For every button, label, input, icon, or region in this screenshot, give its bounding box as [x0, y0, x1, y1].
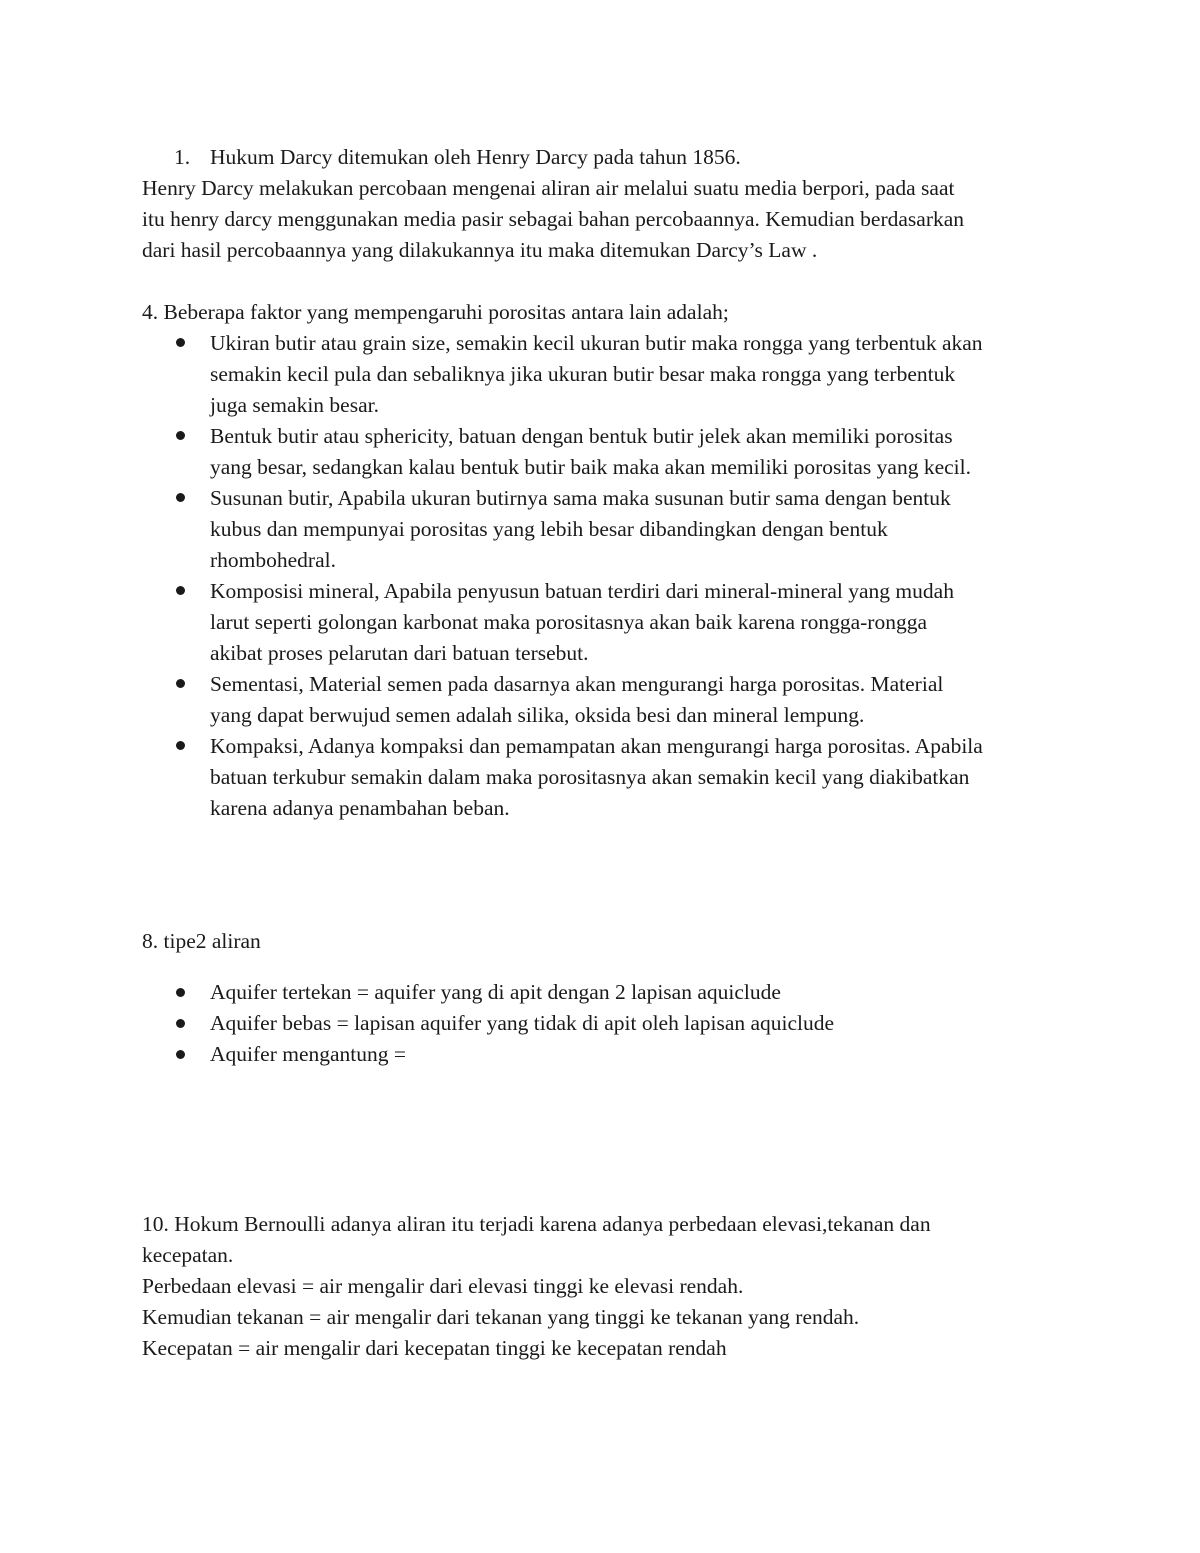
bullet-text-line: yang besar, sedangkan kalau bentuk butir baik maka akan memiliki porositas yang kecil.: [210, 455, 971, 479]
bullet-text-line: Bentuk butir atau sphericity, batuan dengan bentuk butir jelek akan memiliki porositas: [210, 424, 953, 448]
paragraph-line: Perbedaan elevasi = air mengalir dari elevasi tinggi ke elevasi rendah.: [142, 1274, 744, 1298]
paragraph-line: Kecepatan = air mengalir dari kecepatan tinggi ke kecepatan rendah: [142, 1336, 727, 1360]
bullet-text-line: Aquifer tertekan = aquifer yang di apit dengan 2 lapisan aquiclude: [210, 980, 781, 1004]
bullet-text-line: juga semakin besar.: [210, 393, 379, 417]
paragraph-line: 10. Hokum Bernoulli adanya aliran itu terjadi karena adanya perbedaan elevasi,tekanan dan: [142, 1212, 931, 1236]
bullet-icon: [176, 493, 185, 502]
paragraph-line: kecepatan.: [142, 1243, 234, 1267]
bullet-text-line: batuan terkubur semakin dalam maka porositasnya akan semakin kecil yang diakibatkan: [210, 765, 970, 789]
bullet-text-line: Susunan butir, Apabila ukuran butirnya sama maka susunan butir sama dengan bentuk: [210, 486, 951, 510]
paragraph-line: Henry Darcy melakukan percobaan mengenai aliran air melalui suatu media berpori, pada saat: [142, 176, 955, 200]
bullet-text-line: rhombohedral.: [210, 548, 336, 572]
bullet-icon: [176, 1050, 185, 1059]
bullet-text-line: yang dapat berwujud semen adalah silika, oksida besi dan mineral lempung.: [210, 703, 865, 727]
bullet-text-line: akibat proses pelarutan dari batuan tersebut.: [210, 641, 589, 665]
bullet-icon: [176, 431, 185, 440]
bullet-text-line: Aquifer mengantung =: [210, 1042, 407, 1066]
paragraph-line: dari hasil percobaannya yang dilakukannya itu maka ditemukan Darcy’s Law .: [142, 238, 818, 262]
bullet-text-line: semakin kecil pula dan sebaliknya jika ukuran butir besar maka rongga yang terbentuk: [210, 362, 956, 386]
bullet-icon: [176, 338, 185, 347]
list-number: 1.: [174, 145, 191, 169]
bullet-icon: [176, 586, 185, 595]
bullet-icon: [176, 988, 185, 997]
bullet-text-line: kubus dan mempunyai porositas yang lebih besar dibandingkan dengan bentuk: [210, 517, 888, 541]
bullet-text-line: karena adanya penambahan beban.: [210, 796, 510, 820]
paragraph-line: itu henry darcy menggunakan media pasir sebagai bahan percobaannya. Kemudian berdasarkan: [142, 207, 965, 231]
bullet-text-line: larut seperti golongan karbonat maka porositasnya akan baik karena rongga-rongga: [210, 610, 928, 634]
bullet-icon: [176, 1019, 185, 1028]
bullet-text-line: Sementasi, Material semen pada dasarnya akan mengurangi harga porositas. Material: [210, 672, 944, 696]
section-heading: 8. tipe2 aliran: [142, 929, 261, 953]
bullet-text-line: Komposisi mineral, Apabila penyusun batuan terdiri dari mineral-mineral yang mudah: [210, 579, 954, 603]
bullet-text-line: Aquifer bebas = lapisan aquifer yang tidak di apit oleh lapisan aquiclude: [210, 1011, 835, 1035]
section-heading: 4. Beberapa faktor yang mempengaruhi porositas antara lain adalah;: [142, 300, 729, 324]
list-item-text: Hukum Darcy ditemukan oleh Henry Darcy pada tahun 1856.: [210, 145, 741, 169]
bullet-icon: [176, 679, 185, 688]
bullet-text-line: Kompaksi, Adanya kompaksi dan pemampatan akan mengurangi harga porositas. Apabila: [210, 734, 983, 758]
bullet-text-line: Ukiran butir atau grain size, semakin kecil ukuran butir maka rongga yang terbentuk akan: [210, 331, 983, 355]
paragraph-line: Kemudian tekanan = air mengalir dari tekanan yang tinggi ke tekanan yang rendah.: [142, 1305, 860, 1329]
bullet-icon: [176, 741, 185, 750]
